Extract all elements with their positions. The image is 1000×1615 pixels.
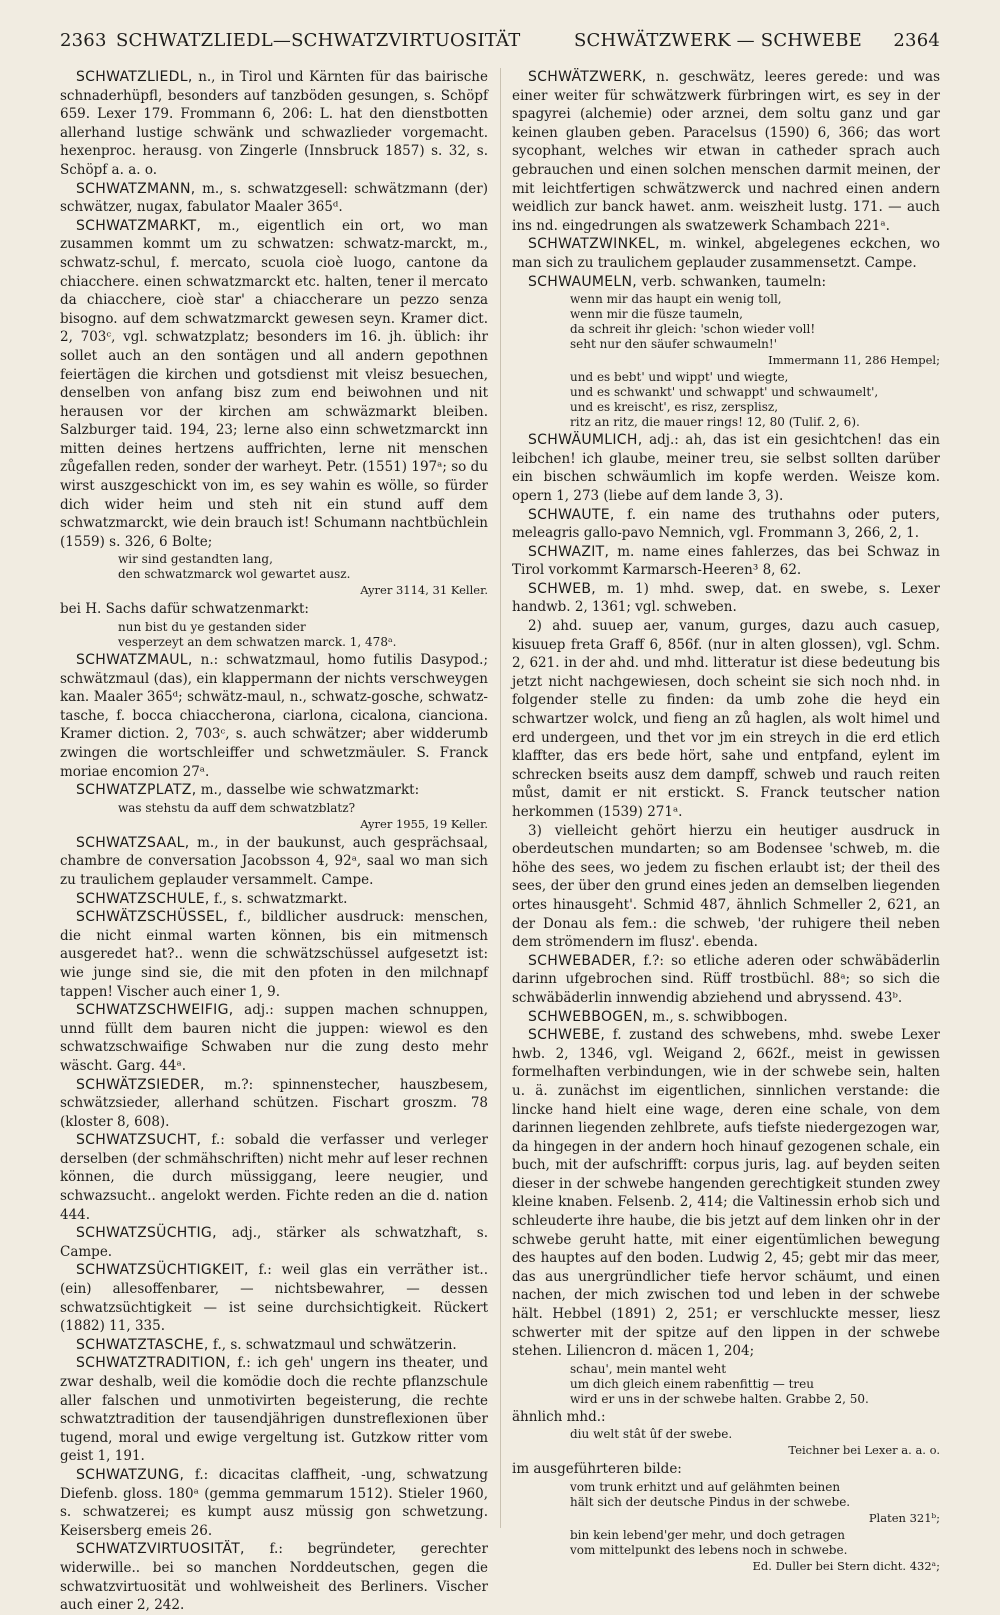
- entry-lemma: SCHWATZUNG,: [76, 1466, 185, 1483]
- entry-lemma: SCHWAUMELN,: [528, 273, 638, 290]
- entry-text: n., in Tirol und Kärnten für das bairische schnaderhüpfl, besonders auf tanzböden gesungen, s. Schöpf 659. Lexer 179. Frommann 6, 206: L. hat den dienstbotten allerhand lustige schwänk und schwazlieder vorgemacht. hexenproc. herausg. von Zingerle (Innsbruck 1857) s. 32, s. Schöpf a. a. o.: [60, 69, 488, 178]
- entry-text: adj.: suppen machen schnuppen, unnd füllt dem bauren nicht die juppen: wiewol es den schwatzschwaifige Schwaben nur die zung desto mehr wäscht. Garg. 44ᵃ.: [60, 1002, 488, 1074]
- dictionary-entry: [60, 1354, 488, 1466]
- verse-line: wenn mir die füsze taumeln,: [570, 307, 743, 322]
- dictionary-entry: [512, 431, 940, 505]
- verse-line: schau', mein mantel weht: [570, 1361, 727, 1376]
- entry-lemma: SCHWATZSÜCHTIGKEIT,: [76, 1262, 249, 1279]
- dictionary-entry: [512, 822, 940, 952]
- verse-line: vesperzeyt an dem schwatzen marck. 1, 478ᵃ.: [118, 635, 397, 650]
- verse-line: und es schwankt' und schwappt' und schwaumelt',: [570, 385, 879, 400]
- dictionary-entry: [512, 235, 940, 272]
- verse-quote: [570, 292, 940, 352]
- verse-line: und es bebt' und wippt' und wiegte,: [570, 370, 789, 385]
- entry-lemma: SCHWATZSCHWEIFIG,: [76, 1002, 234, 1019]
- entry-text: 3) vielleicht gehört hierzu ein heutiger ausdruck in oberdeutschen mundarten; so am Bodensee 'schweb, m. die höhe des sees, wo jedem zu fischen erlaubt ist; der theil des sees, der über den grund eines jeden an demselben liegenden ortes hinausgeht'. Schmid 487, ähnlich Schmeller 2, 621, an der Donau als fem.: die schweb, 'der ruhigere theil neben dem strömendern im flusz'. ebenda.: [512, 822, 940, 951]
- entry-lemma: SCHWÄTZSIEDER,: [76, 1076, 205, 1093]
- running-head: [60, 30, 940, 64]
- entry-continuation: bei H. Sachs dafür schwatzenmarkt:: [60, 601, 309, 618]
- verse-quote: [570, 1362, 940, 1407]
- entry-lemma: SCHWEBE,: [528, 1027, 606, 1044]
- running-title-left: SCHWATZLIEDL—SCHWATZVIRTUOSITÄT: [116, 30, 521, 51]
- verse-line: da schreit ihr gleich: 'schon wieder voll!: [570, 322, 816, 337]
- entry-text: f.: sobald die verfasser und verleger derselben (der schmähschriften) nicht mehr auf leser rechnen können, die durch müssiggang, leere neugier, und schwazsucht.. angelokt werden. Fichte reden an die d. nation 444.: [60, 1132, 488, 1223]
- right-column: [512, 68, 940, 1573]
- running-title-right: SCHWÄTZWERK — SCHWEBE: [573, 30, 862, 51]
- entry-text: m., in der baukunst, auch gesprächsaal, chambre de conversation Jacobsson 4, 92ᵃ, saal wo man sich zu traulichem geplauder versammelt. Campe.: [60, 834, 488, 888]
- dictionary-entry: [60, 1131, 488, 1224]
- dictionary-entry: [60, 68, 488, 180]
- dictionary-entry: [60, 781, 488, 800]
- verse-quote: [118, 801, 488, 816]
- entry-text: f. ein name des truthahns oder puters, meleagris gallo-pavo Nemnich, vgl. Frommann 3, 266, 2, 1.: [512, 506, 940, 542]
- entry-lemma: SCHWATZLIEDL,: [76, 69, 193, 85]
- entry-text: f.: begründeter, gerechter widerwille.. bei so manchen Norddeutschen, gegen die schwatzvirtuosität und wohlweisheit des Berliners. Vischer auch einer 2, 242.: [60, 1541, 488, 1614]
- column-divider: [500, 68, 501, 1528]
- verse-line: um dich gleich einem rabenfittig — treu: [570, 1376, 814, 1391]
- dictionary-entry: [512, 506, 940, 543]
- entry-text: verb. schwanken, taumeln:: [637, 273, 827, 290]
- dictionary-entry: [512, 617, 940, 822]
- dictionary-entry: [60, 180, 488, 217]
- dictionary-entry: [512, 1008, 940, 1027]
- dictionary-entry: [60, 1540, 488, 1614]
- entry-lemma: SCHWÄUMLICH,: [528, 432, 643, 449]
- entry-lemma: SCHWAZIT,: [528, 543, 610, 560]
- dictionary-entry: [60, 217, 488, 552]
- entry-lemma: SCHWATZWINKEL,: [528, 236, 660, 253]
- dictionary-entry: [512, 273, 940, 292]
- dictionary-entry: [512, 1026, 940, 1361]
- entry-text: 2) ahd. suuep aer, vanum, gurges, dazu auch casuep, kisuuep freta Graff 6, 856f. (nur in alten glossen), vgl. Schm. 2, 621. in der ahd. und mhd. litteratur ist diese bedeutung bis jetzt nicht nachgewiesen, doch scheint sie sich noch nhd. in folgender stelle zu finden: da umb zohe die heyd ein schwartzer wolck, und fieng an zů haglen, als wolt himel und erd undergeen, und thet vor jm ein streych in die erd etlich klaffter, das ers bede hört, sahe und entpfand, eylent im schrecken bseits ausz dem dampff, schweb und rauch reiten můst, damit er nit erstickt. S. Franck teutscher nation herkommen (1539) 271ᵃ.: [512, 618, 940, 820]
- entry-text: n. geschwätz, leeres gerede: und was einer weiter für schwätzwerk fürbringen wirt, es sey in der spagyrei (alchemie) oder arznei, dem soltu ganz und gar keinen glauben geben. Paracelsus (1590) 6, 366; das wort sycophant, welches wir etwan in catheder sprach auch gebrauchen und einen solchen menschen darmit meinen, der mit leichtfertigen schwätzwerck und nachred einen andern weidlich zur banck hawet. anm. weiszheit lustg. 171. — auch ins nd. eingedrungen als swatzewerk Schambach 221ᵃ.: [512, 69, 940, 234]
- verse-quote: [118, 552, 488, 582]
- citation: Teichner bei Lexer a. a. o.: [788, 1443, 940, 1458]
- entry-lemma: SCHWEBBOGEN,: [528, 1008, 649, 1025]
- entry-text: f., bildlicher ausdruck: menschen, die nicht einmal warten können, bis ein mitmensch ausgeredet hat?.. wenn die schwätzschüssel aufgesetzt ist: wie junge sind sie, die mit den pfoten in den milchnapf tappen! Vischer auch einer 1, 9.: [60, 909, 488, 1000]
- entry-lemma: SCHWATZPLATZ,: [76, 782, 197, 799]
- entry-text: m., s. schwibbogen.: [648, 1008, 788, 1025]
- citation: Platen 321ᵇ;: [868, 1511, 940, 1525]
- verse-line: seht nur den säufer schwaumeln!': [570, 337, 778, 352]
- verse-line: wird er uns in der schwebe halten. Grabbe 2, 50.: [570, 1391, 869, 1406]
- entry-lemma: SCHWATZMARKT,: [76, 217, 202, 234]
- entry-text: adj., stärker als schwatzhaft, s. Campe.: [60, 1225, 488, 1260]
- verse-line: bin kein lebend'ger mehr, und doch getragen: [570, 1528, 845, 1542]
- entry-text: m., s. schwatzgesell: schwätzmann (der) schwätzer, nugax, fabulator Maaler 365ᵈ.: [60, 180, 488, 216]
- verse-line: vom trunk erhitzt und auf gelähmten beinen: [570, 1480, 841, 1494]
- dictionary-entry: [60, 908, 488, 1001]
- entry-text: f.: weil glas ein verräther ist.. (ein) allesoffenbarer, — nichtsbewahrer, — dessen schwatzsüchtigkeit — ist seine durchsichtigkeit. Rückert (1882) 11, 335.: [60, 1262, 488, 1335]
- entry-text: f.: dicacitas claffheit, -ung, schwatzung Diefenb. gloss. 180ᵃ (gemma gemmarum 1512). Stieler 1960, s. schwatzerei; es kumpt ausz müssig gon schwetzung. Keisersberg emeis 26.: [60, 1466, 488, 1539]
- verse-quote: [570, 1528, 940, 1558]
- verse-quote: [118, 620, 488, 650]
- entry-text: f. zustand des schwebens, mhd. swebe Lexer hwb. 2, 1346, vgl. Weigand 2, 662f., meist in gewissen formelhaften verbindungen, wie in der schwebe sein, halten u. ä. zunächst im eigentlichen, sinnlichen verstande: die lincke hand hielt eine wage, deren eine schale, von dem darinnen liegenden zehlbrete, aufs tiefste niedergezogen war, da hingegen in der andern hoch hinauf gezogenen schale, ein buch, mit der aufschrifft: corpus juris, lag. auf beyden seiten dieser in der schwebe hangenden gerechtigkeit stunden zwey kleine knaben. Felsenb. 2, 414; die Valtinessin erhob sich und schleuderte ihre haube, die bis jetzt auf dem linken ohr in der schwebe geruht hatte, mit einer eigentümlichen bewegung des hauptes auf den boden. Ludwig 2, 45; gebt mir das meer, das aus unergründlicher tiefe hervor schäumt, und einen nachen, der mich zwischen tod und leben in der schwebe hält. Hebbel (1891) 2, 251; er verschluckte messer, liesz schwerter mit der spitze auf den lippen in der schwebe stehen. Liliencron d. mäcen 1, 204;: [512, 1027, 940, 1360]
- entry-lemma: SCHWATZVIRTUOSITÄT,: [76, 1541, 245, 1558]
- entry-lemma: SCHWATZMAUL,: [76, 652, 193, 669]
- entry-lemma: SCHWATZMANN,: [76, 180, 196, 197]
- left-column: [60, 68, 488, 1614]
- entry-text: m. name eines fahlerzes, das bei Schwaz in Tirol vorkommt Karmarsch-Heeren³ 8, 62.: [512, 543, 940, 579]
- verse-line: wenn mir das haupt ein wenig toll,: [570, 292, 782, 307]
- dictionary-entry: [512, 543, 940, 580]
- verse-line: vom mittelpunkt des lebens noch in schwebe.: [570, 1543, 848, 1557]
- citation: Ayrer 1955, 19 Keller.: [360, 816, 488, 831]
- verse-line: ritz an ritz, die mauer rings! 12, 80 (Tulif. 2, 6).: [570, 415, 860, 430]
- entry-text: f., s. schwatzmarkt.: [209, 890, 348, 907]
- entry-text: f.: ich geh' ungern ins theater, und zwar deshalb, weil die komödie doch die rechte pflanzschule aller falschen und unmotivirten begeisterung, die rechte schwatztradition der tausendjährigen dunstreflexionen über tugend, moral und ewige vergeltung ist. Gutzkow ritter vom geist 1, 191.: [60, 1355, 488, 1465]
- dictionary-entry: [60, 834, 488, 890]
- entry-lemma: SCHWATZSCHULE,: [76, 890, 210, 907]
- verse-line: diu welt stât ûf der swebe.: [570, 1427, 733, 1442]
- entry-continuation: ähnlich mhd.:: [512, 1408, 606, 1425]
- entry-text: f., s. schwatzmaul und schwätzerin.: [208, 1336, 457, 1353]
- dictionary-entry: [60, 651, 488, 781]
- verse-quote: [570, 1427, 940, 1442]
- dictionary-entry: [60, 1466, 488, 1540]
- entry-text: m., eigentlich ein ort, wo man zusammen kommt um zu schwatzen: schwatz-marckt, m., schwatz-schul, f. mercato, scuola cioè luogo, cantone da chiacchere. einen schwatzmarckt etc. halten, tener il mercato da chiacchere, cioè star' a chiaccherare un pezzo senza bisogno. auf dem schwatzmarckt gewesen seyn. Kramer dict. 2, 703ᶜ, vgl. schwatzplatz; besonders im 16. jh. üblich: ihr sollet auch an den sontägen und all andern gepothnen feiertägen die kirchen und gotsdienst mit vleisz besuechen, denselben von anfang bisz zum end beiwohnen und nit herausen vor der kirchen am schwäzmarkt bleiben. Salzburger taid. 194, 23; lerne also einn schwetzmarckt inn mitten deines hertzens auffrichten, lerne nit menschen zůgefallen reden, sonder der warheyt. Petr. (1551) 197ᵃ; so du wirst auszgeschickt von im, es sey wahin es wölle, so fürder dich wider heim und steh nit ein stund auff dem schwatzmarckt, wie dein brauch ist! Schumann nachtbüchlein (1559) s. 326, 6 Bolte;: [60, 217, 488, 550]
- entry-lemma: SCHWATZSÜCHTIG,: [76, 1225, 217, 1242]
- dictionary-entry: [60, 1076, 488, 1132]
- dictionary-entry: [60, 890, 488, 909]
- page-number-right: 2364: [893, 30, 940, 51]
- dictionary-entry: [60, 1261, 488, 1335]
- verse-line: den schwatzmarck wol gewartet ausz.: [118, 567, 351, 582]
- dictionary-entry: [60, 1336, 488, 1355]
- entry-text: adj.: ah, das ist ein gesichtchen! das ein leibchen! ich glaube, meiner treu, sie selbst sollten darüber ein bischen schwäumlich im kopfe werden. Weisze kom. opern 1, 273 (liebe auf dem lande 3, 3).: [512, 432, 940, 504]
- entry-text: f.?: so etliche aderen oder schwäbäderlin darinn ufgebrochen sind. Rüff trostbüchl. 88ᵃ; so sich die schwäbäderlin innwendig abziehend und abryssend. 43ᵇ.: [512, 952, 940, 1006]
- entry-text: m., dasselbe wie schwatzmarkt:: [196, 782, 420, 799]
- entry-text: m. 1) mhd. swep, dat. en swebe, s. Lexer handwb. 2, 1361; vgl. schweben.: [512, 580, 940, 616]
- entry-lemma: SCHWÄTZWERK,: [528, 69, 647, 85]
- verse-line: was stehstu da auff dem schwatzblatz?: [118, 800, 356, 815]
- entry-lemma: SCHWATZSUCHT,: [76, 1132, 202, 1149]
- verse-quote: [570, 370, 940, 430]
- verse-line: nun bist du ye gestanden sider: [118, 620, 306, 635]
- citation: Immermann 11, 286 Hempel;: [768, 353, 940, 368]
- entry-lemma: SCHWEB,: [528, 580, 597, 597]
- dictionary-entry: [60, 1224, 488, 1261]
- page-number-left: 2363: [60, 30, 107, 51]
- entry-lemma: SCHWATZSAAL,: [76, 834, 190, 851]
- verse-line: wir sind gestandten lang,: [118, 552, 273, 567]
- verse-line: und es kreischt', es risz, zersplisz,: [570, 400, 779, 415]
- entry-lemma: SCHWAUTE,: [528, 506, 615, 523]
- verse-quote: [570, 1480, 940, 1510]
- dictionary-entry: [60, 1001, 488, 1075]
- dictionary-entry: [512, 580, 940, 617]
- entry-lemma: SCHWATZTRADITION,: [76, 1355, 231, 1372]
- citation: Ayrer 3114, 31 Keller.: [360, 583, 488, 598]
- entry-text: m. winkel, abgelegenes eckchen, wo man sich zu traulichem geplauder zusammensetzt. Campe.: [512, 236, 940, 271]
- dictionary-entry: [512, 68, 940, 235]
- entry-lemma: SCHWÄTZSCHÜSSEL,: [76, 909, 229, 926]
- entry-text: m.?: spinnenstecher, hauszbesem, schwätzsieder, allerhand schützen. Fischart groszm. 78 (kloster 8, 608).: [60, 1076, 488, 1130]
- dictionary-entry: [512, 952, 940, 1008]
- verse-line: hält sich der deutsche Pindus in der schwebe.: [570, 1495, 851, 1509]
- entry-lemma: SCHWATZTASCHE,: [76, 1336, 209, 1353]
- entry-lemma: SCHWEBADER,: [528, 952, 637, 969]
- entry-text: n.: schwatzmaul, homo futilis Dasypod.; schwätzmaul (das), ein klappermann der nichts verschweygen kan. Maaler 365ᵈ; schwätz-maul, n., schwatz-gosche, schwatz-tasche, f. bocca chiaccherona, ciarlona, cicalona, cianciona. Kramer diction. 2, 703ᶜ, s. auch schwätzer; aber widderumb zwingen die wortschleiffer und schwetzmäuler. S. Franck moriae encomion 27ᵃ.: [60, 652, 488, 780]
- entry-continuation: im ausgeführteren bilde:: [512, 1461, 682, 1478]
- citation: Ed. Duller bei Stern dicht. 432ᵃ;: [752, 1559, 940, 1573]
